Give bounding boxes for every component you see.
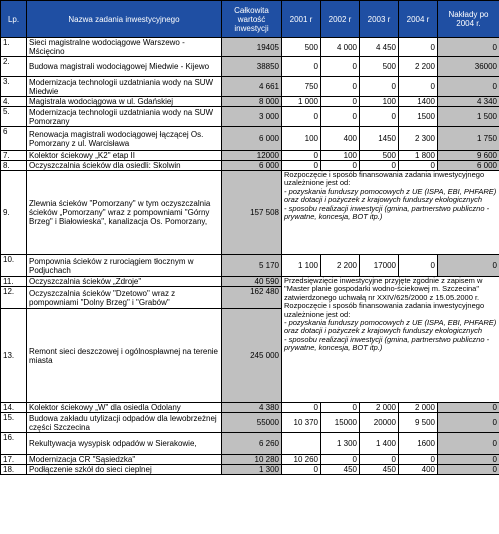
table-row (1, 38, 499, 57)
task-name: Magistrala wodociągowa w ul. Gdańskiej (27, 97, 222, 107)
value-2004: 2 000 (399, 403, 438, 413)
value-2004: 0 (399, 455, 438, 465)
row-number: 12. (1, 287, 27, 309)
task-name: Modernizacja CR "Sąsiedzka" (27, 455, 222, 465)
total-value: 3 000 (222, 107, 282, 127)
task-name: Podłączenie szkół do sieci cieplnej (27, 465, 222, 475)
task-name: Kolektor ściekowy „K2" etap II (27, 151, 222, 161)
value-2001: 1 100 (282, 255, 321, 277)
value-2001: 10 260 (282, 455, 321, 465)
value-2002: 0 (321, 403, 360, 413)
value-2002: 2 200 (321, 255, 360, 277)
total-value: 162 480 (222, 287, 282, 309)
total-value: 55000 (222, 413, 282, 433)
total-value: 6 000 (222, 127, 282, 151)
header-2002: 2002 r (321, 1, 360, 38)
table-row (1, 413, 499, 433)
row-number: 6 (1, 127, 27, 151)
value-2003: 500 (360, 151, 399, 161)
task-name: Rekultywacja wysypisk odpadów w Sierakowie, (27, 433, 222, 455)
row-number: 10. (1, 255, 27, 277)
value-after-2004: 0 (438, 403, 499, 413)
row-number: 1. (1, 38, 27, 57)
header-2004: 2004 r (399, 1, 438, 38)
total-value: 19405 (222, 38, 282, 57)
note-bullet: - sposobu realizacji inwestycji (gmina, partnerstwo publiczno - prywatne, koncesja, BOT itp.) (284, 203, 490, 222)
value-2001: 1 000 (282, 97, 321, 107)
table-row (1, 171, 499, 255)
total-value: 12000 (222, 151, 282, 161)
header-after-2004: Nakłady po 2004 r. (438, 1, 499, 38)
note-intro-2: Rozpoczęcie i sposób finansowania zadania inwestycyjnego uzależnione jest od: (284, 301, 485, 319)
row-number: 15. (1, 413, 27, 433)
master-plan-note (282, 277, 499, 403)
value-after-2004: 0 (438, 77, 499, 97)
table-row (1, 77, 499, 97)
task-name: Remont sieci deszczowej i ogólnospławnej na terenie miasta (27, 309, 222, 403)
value-2002: 0 (321, 107, 360, 127)
value-2001: 100 (282, 127, 321, 151)
value-after-2004: 0 (438, 413, 499, 433)
note-bullet: - pozyskania funduszy pomocowych z UE (ISPA, EBI, PHFARE) oraz dotacji i pożyczek z krajowych funduszy ekologicznych (284, 186, 497, 205)
table-row (1, 255, 499, 277)
value-2004: 9 500 (399, 413, 438, 433)
value-2004: 0 (399, 77, 438, 97)
value-2002: 0 (321, 97, 360, 107)
task-name: Zlewnia ścieków "Pomorzany" w tym oczyszczalnia ścieków „Pomorzany" wraz z pompowniami "Górny Brzeg" i Białowieska", kanalizacja Os. Pomorzany, (27, 171, 222, 255)
value-2004: 0 (399, 38, 438, 57)
value-2004: 1400 (399, 97, 438, 107)
task-name: Oczyszczalnia ścieków dla osiedli: Skolwin (27, 161, 222, 171)
row-number: 11. (1, 277, 27, 287)
table-row (1, 107, 499, 127)
value-2003: 0 (360, 161, 399, 171)
table-row (1, 465, 499, 475)
header-lp: Lp. (1, 1, 27, 38)
value-after-2004: 36000 (438, 57, 499, 77)
value-2002: 0 (321, 57, 360, 77)
row-number: 5. (1, 107, 27, 127)
total-value: 4 380 (222, 403, 282, 413)
value-2003: 2 000 (360, 403, 399, 413)
value-after-2004: 0 (438, 455, 499, 465)
value-after-2004: 9 600 (438, 151, 499, 161)
task-name: Modernizacja technologii uzdatniania wody na SUW Pomorzany (27, 107, 222, 127)
value-2001: 750 (282, 77, 321, 97)
total-value: 245 000 (222, 309, 282, 403)
value-after-2004: 6 000 (438, 161, 499, 171)
task-name: Sieci magistralne wodociągowe Warszewo - Mścięcino (27, 38, 222, 57)
row-number: 17. (1, 455, 27, 465)
value-after-2004: 0 (438, 38, 499, 57)
note-intro: Przedsięwzięcie inwestycyjne przyjęte zgodnie z zapisem w "Master planie gospodarki wodno-ściekowej m. Szczecina" zatwierdzonego uchwałą nr XXIV/625/2000 z 15.05.2000 r. (284, 276, 483, 302)
value-after-2004: 0 (438, 255, 499, 277)
task-name: Modernizacja technologii uzdatniania wody na SUW Miedwie (27, 77, 222, 97)
value-2002: 0 (321, 77, 360, 97)
row-number: 3. (1, 77, 27, 97)
value-2004: 2 300 (399, 127, 438, 151)
row-number: 16. (1, 433, 27, 455)
value-2004: 1500 (399, 107, 438, 127)
value-2002: 400 (321, 127, 360, 151)
task-name: Renowacja magistrali wodociągowej łączącej Os. Pomorzany z ul. Warcisława (27, 127, 222, 151)
task-name: Oczyszczalnia ścieków "Dzetowo" wraz z pompowniami "Dolny Brzeg" i "Grabów" (27, 287, 222, 309)
note-bullet: - sposobu realizacji inwestycji (gmina, partnerstwo publiczno - prywatne, koncesja, BOT itp.) (284, 334, 490, 353)
row-number: 9. (1, 171, 27, 255)
task-name: Kolektor ściekowy „W" dla osiedla Odolany (27, 403, 222, 413)
task-name: Oczyszczalnia ścieków „Zdroje" (27, 277, 222, 287)
total-value: 5 170 (222, 255, 282, 277)
row-number: 4. (1, 97, 27, 107)
total-value: 8 000 (222, 97, 282, 107)
value-2003: 1 400 (360, 433, 399, 455)
value-2003: 17000 (360, 255, 399, 277)
value-2001: 10 370 (282, 413, 321, 433)
value-2002: 0 (321, 455, 360, 465)
total-value: 1 300 (222, 465, 282, 475)
value-2001 (282, 433, 321, 455)
row-number: 7. (1, 151, 27, 161)
value-2002: 100 (321, 151, 360, 161)
total-value: 6 000 (222, 161, 282, 171)
task-name: Budowa magistrali wodociągowej Miedwie - Kijewo (27, 57, 222, 77)
header-row (1, 1, 499, 38)
value-2004: 400 (399, 465, 438, 475)
table-row (1, 433, 499, 455)
value-after-2004: 4 340 (438, 97, 499, 107)
table-row (1, 57, 499, 77)
value-2003: 0 (360, 107, 399, 127)
value-2001: 500 (282, 38, 321, 57)
value-2004: 1 800 (399, 151, 438, 161)
value-after-2004: 0 (438, 433, 499, 455)
note-bullet: - pozyskania funduszy pomocowych z UE (ISPA, EBI, PHFARE) oraz dotacji i pożyczek z krajowych funduszy ekologicznych (284, 318, 497, 336)
value-after-2004: 1 500 (438, 107, 499, 127)
total-value: 6 260 (222, 433, 282, 455)
row-number: 13. (1, 309, 27, 403)
value-2004: 0 (399, 161, 438, 171)
note-intro: Rozpoczęcie i sposób finansowania zadania inwestycyjnego uzależnione jest od: (284, 170, 485, 188)
header-2003: 2003 r (360, 1, 399, 38)
value-2002: 1 300 (321, 433, 360, 455)
value-2003: 20000 (360, 413, 399, 433)
table-row (1, 455, 499, 465)
table-row (1, 277, 499, 287)
table-row (1, 161, 499, 171)
total-value: 157 508 (222, 171, 282, 255)
value-2002: 4 000 (321, 38, 360, 57)
table-row (1, 403, 499, 413)
value-2003: 4 450 (360, 38, 399, 57)
table-row (1, 151, 499, 161)
value-2001: 0 (282, 57, 321, 77)
value-after-2004: 1 750 (438, 127, 499, 151)
value-2004: 0 (399, 255, 438, 277)
total-value: 38850 (222, 57, 282, 77)
row-number: 8. (1, 161, 27, 171)
value-2002: 15000 (321, 413, 360, 433)
value-2001: 0 (282, 151, 321, 161)
financing-note (282, 171, 499, 255)
header-name: Nazwa zadania inwestycyjnego (27, 1, 222, 38)
value-2003: 1450 (360, 127, 399, 151)
row-number: 18. (1, 465, 27, 475)
value-2004: 2 200 (399, 57, 438, 77)
value-2004: 1600 (399, 433, 438, 455)
value-after-2004: 0 (438, 465, 499, 475)
total-value: 4 661 (222, 77, 282, 97)
task-name: Pompownia ścieków z rurociągiem tłocznym w Podjuchach (27, 255, 222, 277)
value-2002: 0 (321, 161, 360, 171)
row-number: 14. (1, 403, 27, 413)
table-row (1, 127, 499, 151)
total-value: 10 280 (222, 455, 282, 465)
task-name: Budowa zakładu utylizacji odpadów dla lewobrzeżnej części Szczecina (27, 413, 222, 433)
value-2001: 0 (282, 107, 321, 127)
row-number: 2. (1, 57, 27, 77)
value-2003: 0 (360, 77, 399, 97)
value-2003: 500 (360, 57, 399, 77)
value-2003: 0 (360, 455, 399, 465)
value-2003: 450 (360, 465, 399, 475)
header-total: Całkowita wartość inwestycji (222, 1, 282, 38)
value-2001: 0 (282, 403, 321, 413)
table-row (1, 97, 499, 107)
header-2001: 2001 r (282, 1, 321, 38)
total-value: 40 590 (222, 277, 282, 287)
value-2002: 450 (321, 465, 360, 475)
value-2001: 0 (282, 161, 321, 171)
value-2001: 0 (282, 465, 321, 475)
value-2003: 100 (360, 97, 399, 107)
